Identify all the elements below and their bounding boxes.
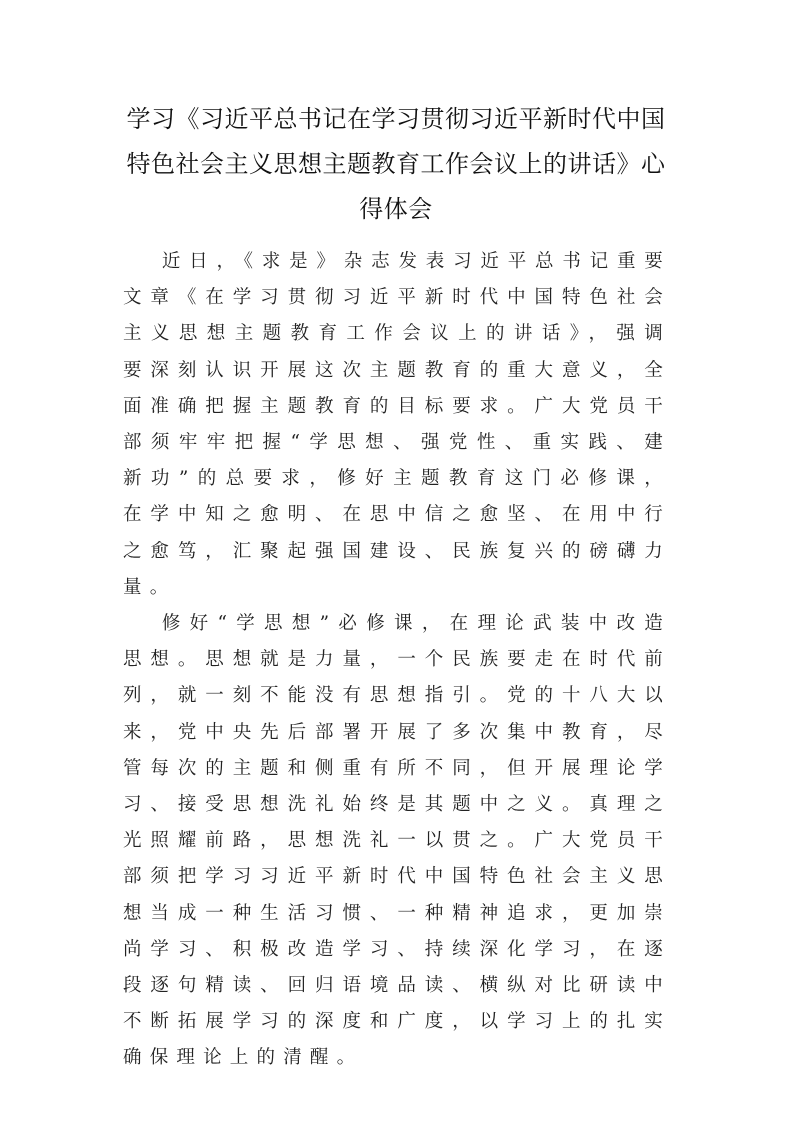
document-title: 学习《习近平总书记在学习贯彻习近平新时代中国特色社会主义思想主题教育工作会议上的讲话》心得体会 bbox=[126, 105, 666, 223]
paragraph-intro: 近日，《求是》杂志发表习近平总书记重要文章《在学习贯彻习近平新时代中国特色社会主义思想主题教育工作会议上的讲话》，强调要深刻认识开展这次主题教育的重大意义，全面准确把握主题教育的目标要求。广大党员干部须牢牢把握“学思想、强党性、重实践、建新功”的总要求，修好主题教育这门必修课，在学中知之愈明、在思中信之愈坚、在用中行之愈笃，汇聚起强国建设、民族复兴的磅礴力量。 bbox=[123, 251, 671, 598]
paragraph-study-thought: 修好“学思想”必修课，在理论武装中改造思想。思想就是力量，一个民族要走在时代前列，就一刻不能没有思想指引。党的十八大以来，党中央先后部署开展了多次集中教育，尽管每次的主题和侧重有所不同，但开展理论学习、接受思想洗礼始终是其题中之义。真理之光照耀前路，思想洗礼一以贯之。广大党员干部须把学习习近平新时代中国特色社会主义思想当成一种生活习惯、一种精神追求，更加崇尚学习、积极改造学习、持续深化学习，在逐段逐句精读、回归语境品读、横纵对比研读中不断拓展学习的深度和广度，以学习上的扎实确保理论上的清醒。 bbox=[123, 613, 671, 1069]
